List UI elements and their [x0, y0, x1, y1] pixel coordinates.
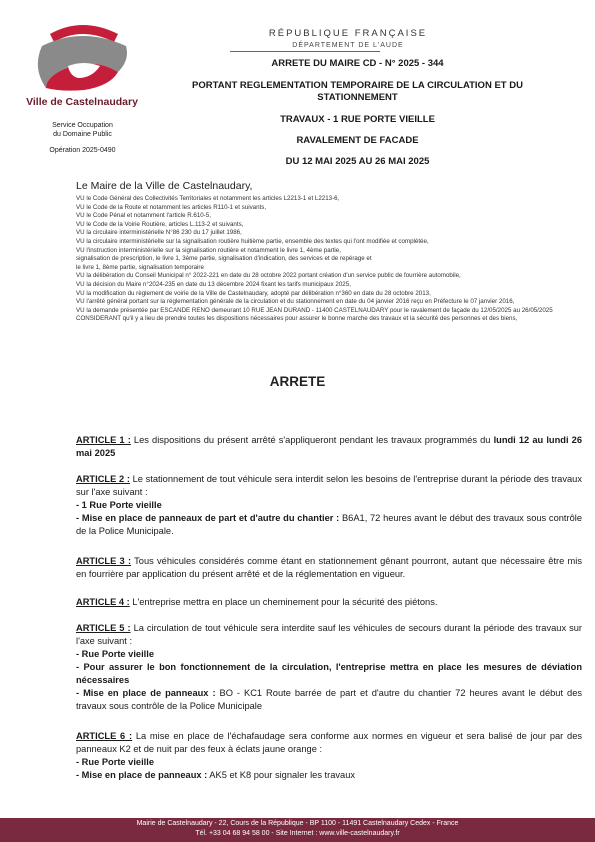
article-1: ARTICLE 1 : Les dispositions du présent arrêté s'appliqueront pendant les travaux programmés du lundi 12 au lundi 26 mai 2025 [76, 435, 582, 458]
article-4: ARTICLE 4 : L'entreprise mettra en place un cheminement pour la sécurité des piétons. [76, 597, 438, 607]
visas-list [76, 195, 582, 324]
article-label: ARTICLE 3 : [76, 556, 132, 566]
visa-line: VU la demande présentée par ESCANDE RENO demeurant 10 RUE JEAN DURAND - 11400 CASTELNAUDARY pour le ravalement de façade du 12/05/2025 au 26/05/2025 [76, 306, 553, 314]
header-divider [230, 51, 380, 52]
visa-line: le livre 1, 8ème partie, signalisation temporaire [76, 263, 204, 271]
article-3: ARTICLE 3 : Tous véhicules considérés comme étant en stationnement gênant pourront, autant que nécessaire être mis en fourrière par application du présent arrêté et de la réglementation en vigueur. [76, 556, 582, 579]
arrete-title: ARRETE [269, 374, 326, 389]
department-heading: DÉPARTEMENT DE L'AUDE [292, 42, 404, 49]
visa-line: VU le Code Pénal et notamment l'article R.610-5, [76, 212, 211, 220]
maire-intro: Le Maire de la Ville de Castelnaudary, [76, 180, 253, 192]
visa-line: VU le Code de la Voirie Routière, articles L.113-2 et suivants, [76, 220, 244, 228]
article-label: ARTICLE 1 : [76, 435, 131, 445]
works-location: TRAVAUX - 1 RUE PORTE VIEILLE [280, 114, 435, 125]
article-6: ARTICLE 6 : La mise en place de l'échafaudage sera conforme aux normes en vigueur et sera balisé de jour par des panneaux K2 et de nuit par des feux à éclats jaune orange : - Rue Porte vieille - Mise en place de panneaux : AK5 et K8 pour signaler les travaux [76, 731, 583, 780]
visa-line: VU l'arrêté général portant sur la réglementation générale de la circulation et du stationnement en date du 04 janvier 2016 reçu en Préfecture le 07 janvier 2016, [76, 298, 515, 306]
works-type: RAVALEMENT DE FACADE [296, 135, 419, 146]
service-name: Service Occupation du Domaine Public [52, 122, 113, 138]
visa-line: VU la circulaire interministérielle sur la signalisation routière huitième partie, ensemble des textes qui l'ont modifiée et complétée, [76, 237, 429, 245]
visa-line: VU la décision du Maire n°2024-235 en date du 13 décembre 2024 fixant les tarifs municipaux 2025, [76, 280, 351, 288]
article-label: ARTICLE 5 : [76, 623, 131, 633]
footer-bar [0, 818, 595, 842]
footer-address: Mairie de Castelnaudary - 22, Cours de la République - BP 1100 - 11491 Castelnaudary Cedex - France [136, 820, 459, 827]
visa-line: VU le Code de la Route et notamment les articles R110-1 et suivants, [76, 203, 267, 211]
visa-line: VU la modification du règlement de voirie de la Ville de Castelnaudary, adopté par délibération n°360 en date du 28 octobre 2013, [76, 289, 431, 297]
considerant-line: CONSIDERANT qu'il y a lieu de prendre toutes les dispositions nécessaires pour assurer le bonne marche des travaux et la sécurité des personnes et des biens, [76, 315, 518, 323]
visa-line: VU le Code Général des Collectivités Territoriales et notamment les articles L2213-1 et L2213-6, [76, 195, 340, 202]
visa-line: VU l'instruction interministérielle sur la signalisation routière et notamment le livre 1, 4ème partie, [76, 246, 341, 254]
article-2: ARTICLE 2 : Le stationnement de tout véhicule sera interdit selon les besoins de l'entreprise durant la période des travaux sur l'axe suivant : - 1 Rue Porte vieille - Mise en place de panneaux de part et d'autre du chantier : B6A1, 72 heures avant le début des travaux sous contrôle de la Police Municipale. [76, 474, 582, 536]
article-5: ARTICLE 5 : La circulation de tout véhicule sera interdite sauf les véhicules de secours durant la période des travaux sur l'axe suivant : - Rue Porte vieille - Pour assurer le bon fonctionnement de la circulation, l'entreprise mettra en place les mesures de déviation nécessaires - Mise en place de panneaux : BO - KC1 Route barrée de part et d'autre du chantier 72 heures avant le début des travaux sous contrôle de la Police Municipale [76, 623, 583, 711]
footer-contact: Tél. +33 04 68 94 58 00 - Site Internet : www.ville-castelnaudary.fr [195, 830, 400, 837]
city-logo-label: Ville de Castelnaudary [26, 96, 138, 108]
republic-heading: RÉPUBLIQUE FRANÇAISE [268, 28, 428, 39]
operation-number: Opération 2025-0490 [49, 147, 116, 154]
visa-line: signalisation de prescription, le livre 1, 3ème partie, signalisation d'indication, des services et de repérage et [76, 255, 372, 263]
visa-line: VU la circulaire interministérielle N°86 230 du 17 juillet 1986, [76, 229, 242, 237]
article-label: ARTICLE 4 : [76, 597, 130, 607]
arrete-subject: PORTANT REGLEMENTATION TEMPORAIRE DE LA CIRCULATION ET DU STATIONNEMENT [192, 80, 523, 103]
logo-emblem-icon [22, 20, 142, 98]
article-label: ARTICLE 6 : [76, 731, 133, 741]
works-dates: DU 12 MAI 2025 AU 26 MAI 2025 [285, 156, 430, 167]
article-label: ARTICLE 2 : [76, 474, 130, 484]
visa-line: VU la délibération du Conseil Municipal n° 2022-221 en date du 28 octobre 2022 portant création d'un service public de fourrière automobile, [76, 272, 461, 280]
arrete-number: ARRETE DU MAIRE CD - N° 2025 - 344 [271, 58, 444, 69]
